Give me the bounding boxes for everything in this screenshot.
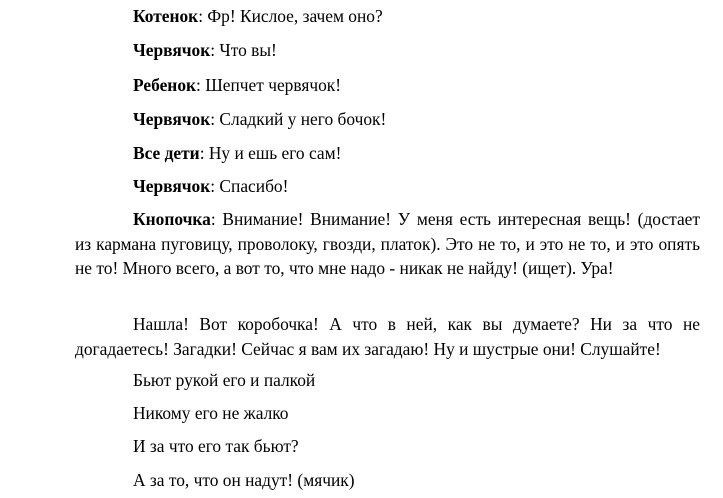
dialogue-line [133, 74, 341, 97]
speaker-name: Червячок [133, 40, 211, 60]
speaker-name: Ребенок [133, 75, 197, 95]
dialogue-line [133, 108, 386, 131]
riddle-line: Никому его не жалко [133, 403, 289, 423]
riddle-line: А за то, что он надут! (мячик) [133, 470, 355, 490]
paragraph-text: : Внимание! Внимание! У меня есть интересная вещь! (достает из кармана пуговицу, проволоку, гвозди, платок). Это не то, и это не то, и это опять не то! Много всего, а вот то, что мне надо - никак не найду! (ищет). Ура! [75, 209, 700, 278]
speaker-name: Кнопочка [133, 209, 211, 229]
riddle-line: Бьют рукой его и палкой [133, 370, 316, 390]
speaker-name: Червячок [133, 109, 211, 129]
speaker-name: Все дети [133, 143, 200, 163]
dialogue-line [133, 39, 277, 62]
line-text: : Шепчет червячок! [196, 75, 342, 95]
line-text: : Сладкий у него бочок! [210, 109, 387, 129]
paragraph-text: Нашла! Вот коробочка! А что в ней, как вы думаете? Ни за что не догадаетесь! Загадки! Сейчас я вам их загадаю! Ну и шустрые они! Слушайте! [75, 314, 700, 359]
knopochka-paragraph [75, 207, 700, 281]
speaker-name: Котенок [133, 6, 199, 26]
line-text: : Ну и ешь его сам! [199, 143, 342, 163]
riddle-line: И за что его так бьют? [133, 436, 299, 456]
dialogue-line [133, 142, 341, 165]
dialogue-line [133, 175, 288, 198]
line-text: : Фр! Кислое, зачем оно? [198, 6, 383, 26]
line-text: : Что вы! [210, 40, 277, 60]
line-text: : Спасибо! [210, 176, 289, 196]
speaker-name: Червячок [133, 176, 211, 196]
dialogue-line [133, 5, 383, 28]
found-paragraph [75, 312, 700, 361]
